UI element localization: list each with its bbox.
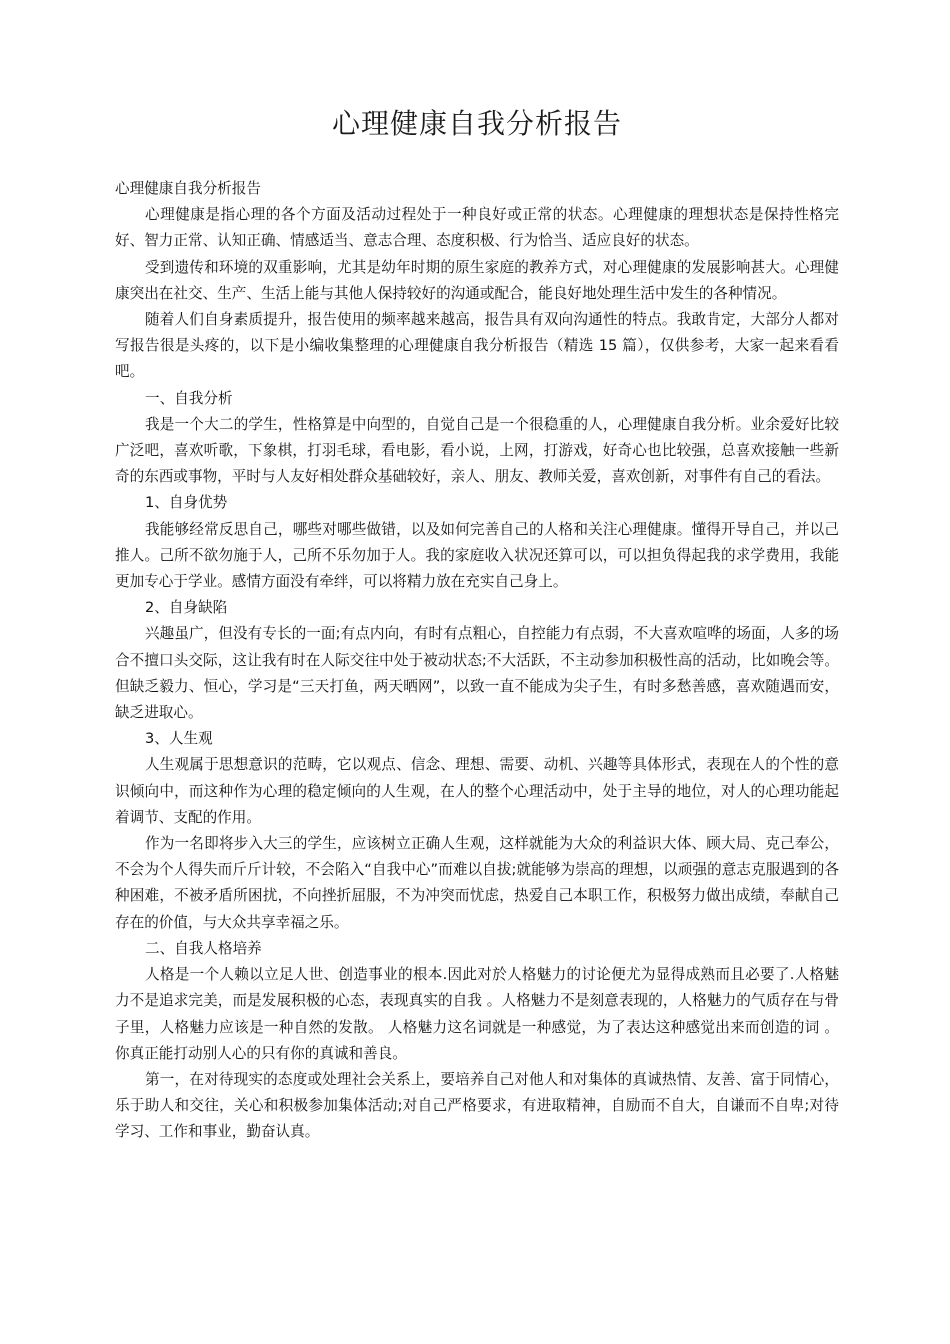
paragraph-definition: 心理健康是指心理的各个方面及活动过程处于一种良好或正常的状态。心理健康的理想状态是保持性格完好、智力正常、认知正确、情感适当、意志合理、态度积极、行为恰当、适应良好的状态。 xyxy=(115,206,839,250)
paragraph-intro: 随着人们自身素质提升，报告使用的频率越来越高，报告具有双向沟通性的特点。我敢肯定，大部分人都对写报告很是头疼的，以下是小编收集整理的心理健康自我分析报告（精选 15 篇），仅供参考，大家一起来看看吧。 xyxy=(115,311,839,381)
document-body xyxy=(115,176,839,1146)
paragraph-first-point: 第一，在对待现实的态度或处理社会关系上，要培养自己对他人和对集体的真诚热情、友善、富于同情心，乐于助人和交往，关心和积极参加集体活动;对自己严格要求，有进取精神，自励而不自大，自谦而不自卑;对待学习、工作和事业，勤奋认真。 xyxy=(115,1070,839,1141)
section-heading-weaknesses: 2、自身缺陷 xyxy=(145,599,228,617)
section-heading-strengths: 1、自身优势 xyxy=(145,494,228,512)
subtitle-line: 心理健康自我分析报告 xyxy=(115,180,261,197)
paragraph-outlook-1: 人生观属于思想意识的范畴，它以观点、信念、理想、需要、动机、兴趣等具体形式，表现在人的个性的意识倾向中，而这种作为心理的稳定倾向的人生观，在人的整个心理活动中，处于主导的地位，对人的心理功能起着调节、支配的作用。 xyxy=(115,756,839,826)
paragraph-influence: 受到遗传和环境的双重影响，尤其是幼年时期的原生家庭的教养方式，对心理健康的发展影响甚大。心理健康突出在社交、生产、生活上能与其他人保持较好的沟通或配合，能良好地处理生活中发生的各种情况。 xyxy=(115,258,839,302)
paragraph-outlook-2: 作为一名即将步入大三的学生，应该树立正确人生观，这样就能为大众的利益识大体、顾大局、克己奉公，不会为个人得失而斤斤计较，不会陷入“自我中心”而难以自拔;就能够为崇高的理想，以顽强的意志克服遇到的各种困难，不被矛盾所困扰，不向挫折屈服，不为冲突而忧虑，热爱自己本职工作，积极努力做出成绩，奉献自己存在的价值，与大众共享幸福之乐。 xyxy=(115,835,839,931)
section-heading-self-analysis: 一、自我分析 xyxy=(145,389,233,407)
paragraph-strengths: 我能够经常反思自己，哪些对哪些做错，以及如何完善自己的人格和关注心理健康。懂得开导自己，并以己推人。己所不欲勿施于人，己所不乐勿加于人。我的家庭收入状况还算可以，可以担负得起我的求学费用，我能更加专心于学业。感情方面没有牵绊，可以将精力放在充实自己身上。 xyxy=(115,520,839,591)
section-heading-personality: 二、自我人格培养 xyxy=(145,939,262,957)
paragraph-weaknesses: 兴趣虽广，但没有专长的一面;有点内向，有时有点粗心，自控能力有点弱，不大喜欢喧哗的场面，人多的场合不擅口头交际，这让我有时在人际交往中处于被动状态;不大活跃，不主动参加积极性高的活动，比如晚会等。但缺乏毅力、恒心，学习是“三天打鱼，两天晒网”，以致一直不能成为尖子生，有时多愁善感，喜欢随遇而安，缺乏进取心。 xyxy=(115,625,839,722)
section-heading-outlook: 3、人生观 xyxy=(145,730,213,748)
paragraph-self-analysis: 我是一个大二的学生，性格算是中向型的，自觉自己是一个很稳重的人，心理健康自我分析。业余爱好比较广泛吧，喜欢听歌，下象棋，打羽毛球，看电影，看小说，上网，打游戏，好奇心也比较强，总喜欢接触一些新奇的东西或事物，平时与人友好相处群众基础较好，亲人、朋友、教师关爱，喜欢创新，对事件有自己的看法。 xyxy=(115,415,839,486)
document-title: 心理健康自我分析报告 xyxy=(331,107,622,140)
paragraph-personality: 人格是一个人赖以立足人世、创造事业的根本.因此对於人格魅力的讨论便尤为显得成熟而且必要了.人格魅力不是追求完美，而是发展积极的心态，表现真实的自我 。人格魅力不是刻意表现的，人格魅力的气质存在与骨子里，人格魅力应该是一种自然的发散。 人格魅力这名词就是一种感觉，为了表达这种感觉出来而创造的词 。你真正能打动别人心的只有你的真诚和善良。 xyxy=(115,966,839,1062)
